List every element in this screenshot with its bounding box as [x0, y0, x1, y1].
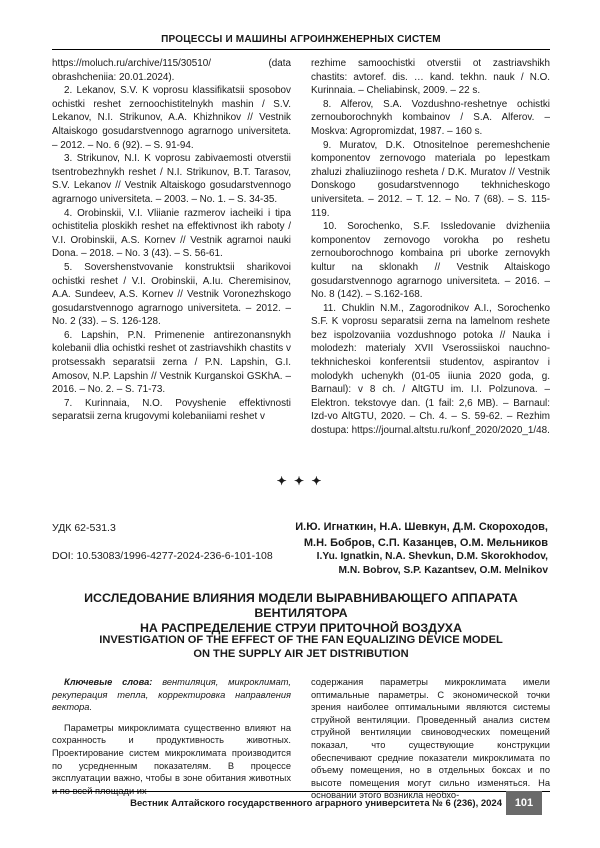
running-header: ПРОЦЕССЫ И МАШИНЫ АГРОИНЖЕНЕРНЫХ СИСТЕМ	[161, 34, 441, 45]
title-ru-line: ИССЛЕДОВАНИЕ ВЛИЯНИЯ МОДЕЛИ ВЫРАВНИВАЮЩЕГО АППАРАТА ВЕНТИЛЯТОРА	[84, 591, 518, 620]
article-title-ru	[52, 591, 550, 636]
keywords	[52, 676, 291, 714]
reference-item: 7. Kurinnaia, N.O. Povyshenie effektivnosti separatsii zerna krugovymi kolebaniiami reshet v	[52, 397, 291, 423]
keywords-label: Ключевые слова:	[64, 677, 153, 687]
reference-item: 6. Lapshin, P.N. Primenenie antirezonansnykh kolebanii dlia ochistki reshet ot zastriavshikh chastits v protsessakh separatsii zerna / P.N. Lapshin, G.I. Amosov, N.P. Lapshin // Vestnik Kurganskoi GSKhA. – 2016. – No. 2. – S. 71-73.	[52, 329, 291, 396]
authors-en-line: I.Yu. Ignatkin, N.A. Shevkun, D.M. Skorokhodov,	[316, 551, 548, 562]
references-left-column	[52, 57, 291, 424]
article-title-en	[52, 633, 550, 661]
body-left-column	[52, 676, 291, 797]
doi: DOI: 10.53083/1996-4277-2024-236-6-101-108	[52, 550, 273, 562]
reference-item: 3. Strikunov, N.I. K voprosu zabivaemosti otverstii tsentrobezhnykh reshet / N.I. Strikunov, B.T. Tarasov, S.V. Lekanov // Vestnik Altaiskogo gosudarstvennogo agrarnogo universiteta. – 2003. – No. 1. – S. 34-35.	[52, 153, 291, 205]
keywords-text: вентиляция, микроклимат, рекуперация тепла, корректировка направления вектора.	[52, 677, 291, 713]
title-en-line: INVESTIGATION OF THE EFFECT OF THE FAN EQUALIZING DEVICE MODEL	[99, 634, 503, 646]
title-en-line: ON THE SUPPLY AIR JET DISTRIBUTION	[193, 648, 409, 660]
udk-code: УДК 62-531.3	[52, 522, 116, 534]
reference-item: 11. Chuklin N.M., Zagorodnikov A.I., Sorochenko S.F. K voprosu separatsii zerna na lamelnom reshete bez ispolzovaniia vozdushnogo potoka // Nauka i molodezh: materialy XVII Vserossiiskoi nauchno-tekhnicheskoi konferentsii studentov, aspirantov i molodykh uchenykh (01-05 iiunia 2020 goda, g. Barnaul): v 8 ch. / AltGTU im. I.I. Polzunova. – Elektron. tekstovye dan. (1 fail: 2,6 MB). – Barnaul: Izd-vo AltGTU, 2020. – Ch. 4. – S. 59-62. – Rezhim dostupa: https://journal.altstu.ru/konf_2020/2020_1/48.	[311, 302, 550, 437]
reference-item: https://moluch.ru/archive/115/30510/ (data obrashcheniia: 20.01.2024).	[52, 58, 291, 83]
header-rule	[52, 49, 550, 50]
title-ru-line: НА РАСПРЕДЕЛЕНИЕ СТРУИ ПРИТОЧНОЙ ВОЗДУХА	[139, 621, 463, 635]
reference-item: 9. Muratov, D.K. Otnositelnoe peremeshchenie komponentov zernovogo materiala po lepestkam zhaluzi zhaliuziinogo resheta / D.K. Muratov // Vestnik Donskogo gosudarstvennogo tekhnicheskogo universiteta. – 2012. – T. 12. – No. 7 (68). – S. 115-119.	[311, 139, 550, 219]
references-right-column	[311, 57, 550, 438]
reference-item: 5. Sovershenstvovanie konstruktsii sharikovoi ochistki reshet / V.I. Orobinskii, A.Iu. Cheremisinov, A.A. Sundeev, A.S. Kornev // Vestnik Voronezhskogo gosudarstvennogo agrarnogo universiteta. – 2012. – No. 2 (33). – S. 126-128.	[52, 261, 291, 328]
section-separator: ✦ ✦ ✦	[276, 474, 324, 488]
reference-item: 8. Alferov, S.A. Vozdushno-reshetnye ochistki zernouborochnykh kombainov / S.A. Alferov. – Moskva: Agropromizdat, 1987. – 160 s.	[311, 98, 550, 137]
authors-ru	[248, 519, 548, 551]
footer-rule	[52, 791, 550, 792]
reference-item: 4. Orobinskii, V.I. Vliianie razmerov iacheiki i tipa ochistitelia ploskikh reshet na effektivnost ikh raboty / V.I. Orobinskii, A.S. Kornev // Vestnik agrarnoi nauki Dona. – 2018. – No. 3 (43). – S. 56-61.	[52, 207, 291, 260]
reference-item: rezhime samoochistki otverstii ot zastriavshikh chastits: avtoref. dis. … kand. tekhn. nauk / N.O. Kurinnaia. – Cheliabinsk, 2009. – 22 s.	[311, 58, 550, 97]
body-paragraph: Параметры микроклимата существенно влияют на сохранность и продуктивность животных. Проектирование систем микроклимата производится по усредненным показателям. В процессе эксплуатации важно, чтобы в зоне обитания животных и по всей площади их	[52, 722, 291, 796]
page-number: 101	[506, 791, 542, 815]
authors-en	[248, 550, 548, 578]
body-paragraph: содержания параметры микроклимата имели оптимальные параметры. С экономической точки зрения наиболее оптимальными являются системы струйной вентиляции. Проведенный анализ систем струйной вентиляции свиноводческих помещений показал, что существующие конструкции обеспечивают средние показатели микроклимата по объему помещения, но в отдельных боксах и по высоте помещения могут сильно изменяться. На основании этого возникла необхо-	[311, 677, 550, 801]
reference-item: 2. Lekanov, S.V. K voprosu klassifikatsii sposobov ochistki reshet zernoochistitelnykh mashin / S.V. Lekanov, N.I. Strikunov, A.A. Khizhnikov // Vestnik Altaiskogo gosudarstvennogo agrarnogo universiteta. – 2012. – No. 6 (92). – S. 91-94.	[52, 85, 291, 151]
authors-ru-line: И.Ю. Игнаткин, Н.А. Шевкун, Д.М. Скороходов,	[295, 521, 548, 533]
body-right-column	[311, 676, 550, 802]
reference-item: 10. Sorochenko, S.F. Issledovanie dvizheniia komponentov zernovogo vorokha po reshetu zernouborochnogo kombaina pri uborke zernovykh kultur na sklonakh // Vestnik Altaiskogo gosudarstvennogo agrarnogo universiteta. – 2016. – No. 8 (142). – S.162-168.	[311, 221, 550, 301]
authors-en-line: M.N. Bobrov, S.P. Kazantsev, O.M. Melnikov	[338, 565, 548, 576]
authors-ru-line: М.Н. Бобров, С.П. Казанцев, О.М. Мельников	[303, 537, 548, 549]
journal-footer: Вестник Алтайского государственного аграрного университета № 6 (236), 2024	[130, 798, 502, 809]
